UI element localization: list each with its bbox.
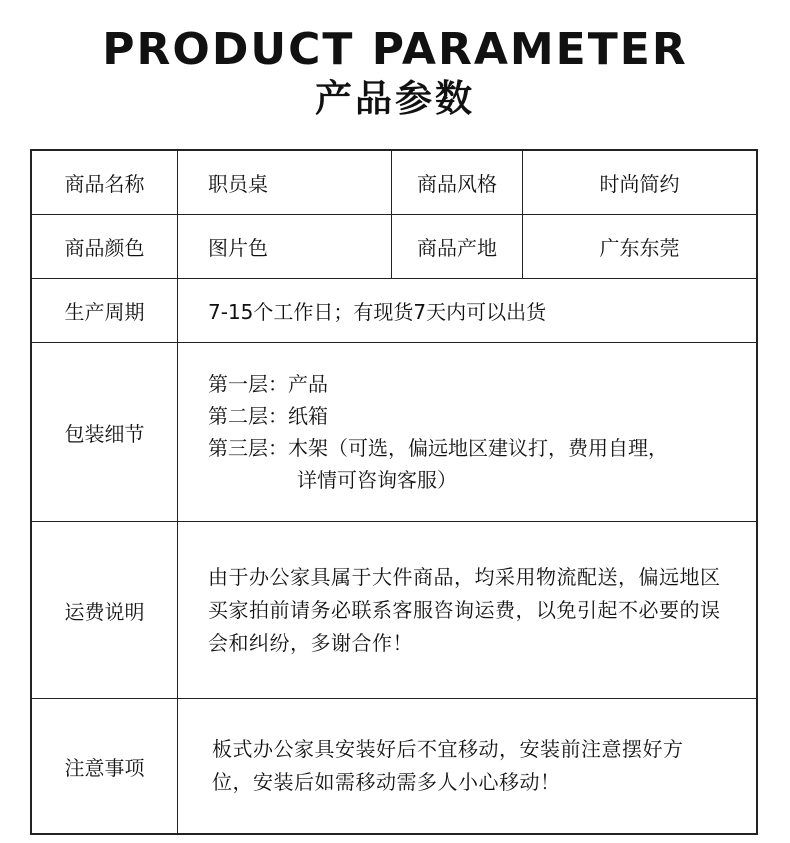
- label-product-color: 商品颜色: [32, 215, 178, 278]
- table-row-notes: [32, 699, 756, 833]
- packaging-layer-1-text: 产品: [288, 372, 328, 396]
- packaging-layer-3-text: 木架（可选，偏远地区建议打，费用自理，: [288, 436, 668, 460]
- page-title-en: PRODUCT PARAMETER: [102, 24, 688, 75]
- shipping-text: 由于办公家具属于大件商品，均采用物流配送，偏远地区买家拍前请务必联系客服咨询运费，以免引起不必要的误会和纠纷，多谢合作！: [208, 564, 721, 655]
- label-shipping: 运费说明: [32, 522, 178, 698]
- value-shipping: [178, 522, 756, 698]
- label-notes: 注意事项: [32, 699, 178, 833]
- notes-text: 板式办公家具安装好后不宜移动，安装前注意摆好方位，安装后如需移动需多人小心移动！: [212, 737, 684, 794]
- table-row-shipping: [32, 522, 756, 699]
- label-packaging: 包装细节: [32, 343, 178, 521]
- table-row-name-style: [32, 151, 756, 215]
- parameter-table: [30, 149, 758, 835]
- label-product-origin: 商品产地: [392, 215, 523, 278]
- packaging-layer-2-text: 纸箱: [288, 404, 328, 428]
- table-row-packaging: [32, 343, 756, 522]
- value-product-origin: 广东东莞: [599, 236, 680, 260]
- table-row-color-origin: [32, 215, 756, 279]
- value-product-style: 时尚简约: [599, 172, 680, 196]
- packaging-layer-3-continuation: 详情可咨询客服）: [297, 468, 457, 492]
- packaging-layer-2-prefix: 第二层：: [208, 404, 288, 428]
- packaging-layer-1-prefix: 第一层：: [208, 372, 288, 396]
- packaging-layer-3-prefix: 第三层：: [208, 436, 288, 460]
- packaging-list: [208, 368, 668, 496]
- packaging-layer-1: [208, 368, 668, 400]
- table-row-production: [32, 279, 756, 343]
- label-production-cycle: 生产周期: [32, 279, 178, 342]
- value-notes: [178, 699, 756, 833]
- value-product-name: 职员桌: [178, 151, 392, 214]
- value-product-color: 图片色: [178, 215, 392, 278]
- page-title-cn: 产品参数: [315, 77, 475, 120]
- value-packaging: [178, 343, 756, 521]
- packaging-layer-3: [208, 432, 668, 464]
- label-product-name: 商品名称: [32, 151, 178, 214]
- packaging-layer-2: [208, 400, 668, 432]
- label-product-style: 商品风格: [392, 151, 523, 214]
- value-production-cycle: 7-15个工作日；有现货7天内可以出货: [208, 300, 547, 324]
